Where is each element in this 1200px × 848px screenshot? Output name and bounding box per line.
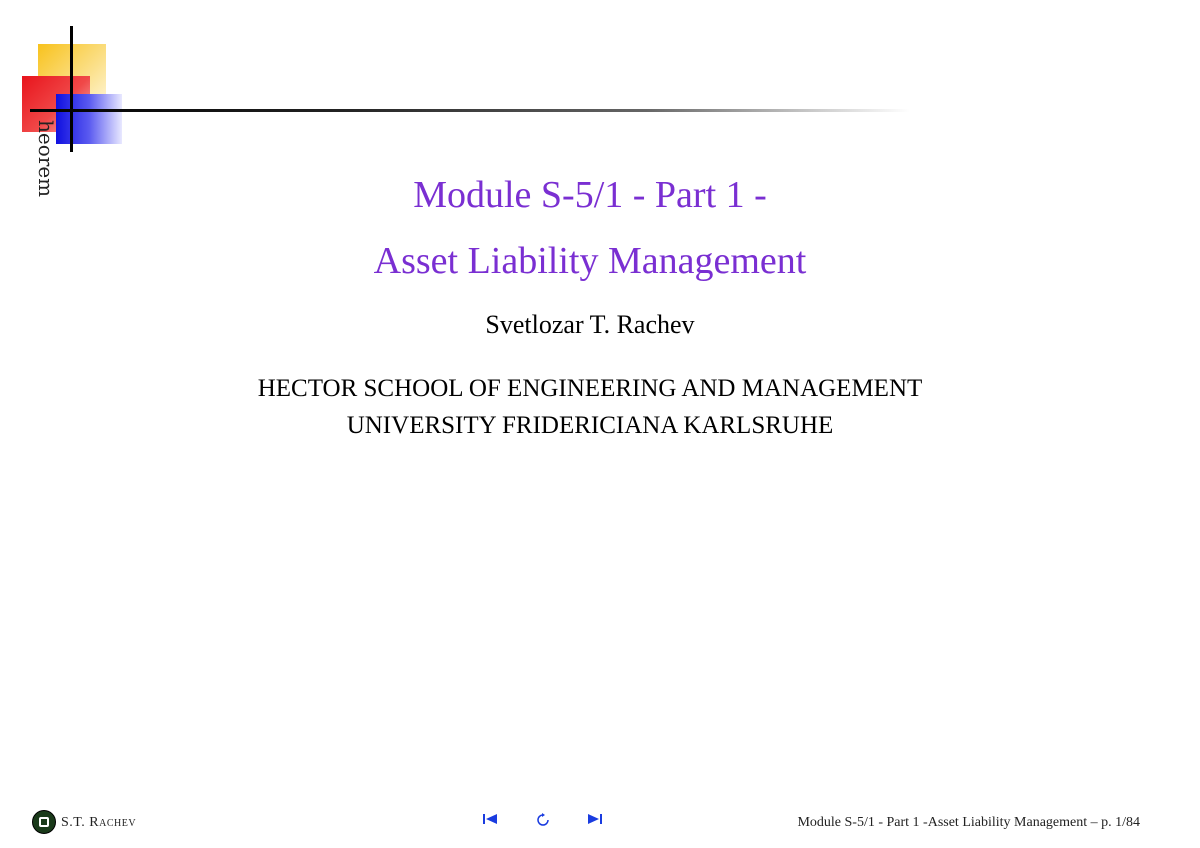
- prev-slide-icon[interactable]: [482, 813, 498, 828]
- decor-blue-square: [56, 94, 122, 144]
- affiliation-line1: HECTOR SCHOOL OF ENGINEERING AND MANAGEMENT: [257, 375, 923, 402]
- footer-author: S.T. Rachev: [61, 815, 137, 830]
- footer: [0, 808, 1200, 840]
- affiliation-line2: UNIVERSITY FRIDERICIANA KARLSRUHE: [346, 412, 834, 439]
- decor-vertical-line: [70, 26, 73, 152]
- next-slide-icon[interactable]: [587, 813, 603, 828]
- slide-title-line2: Asset Liability Management: [373, 240, 807, 282]
- footer-page-info: Module S-5/1 - Part 1 -Asset Liability Management – p. 1/84: [797, 815, 1140, 830]
- side-vertical-label: heorem: [34, 120, 58, 198]
- title-block: [0, 176, 1180, 438]
- slide-title-line1: Module S-5/1 - Part 1 -: [413, 174, 767, 216]
- refresh-icon[interactable]: [536, 813, 550, 830]
- decor-horizontal-line: [30, 109, 910, 112]
- university-logo-icon: [32, 810, 56, 834]
- author-name: Svetlozar T. Rachev: [485, 310, 695, 339]
